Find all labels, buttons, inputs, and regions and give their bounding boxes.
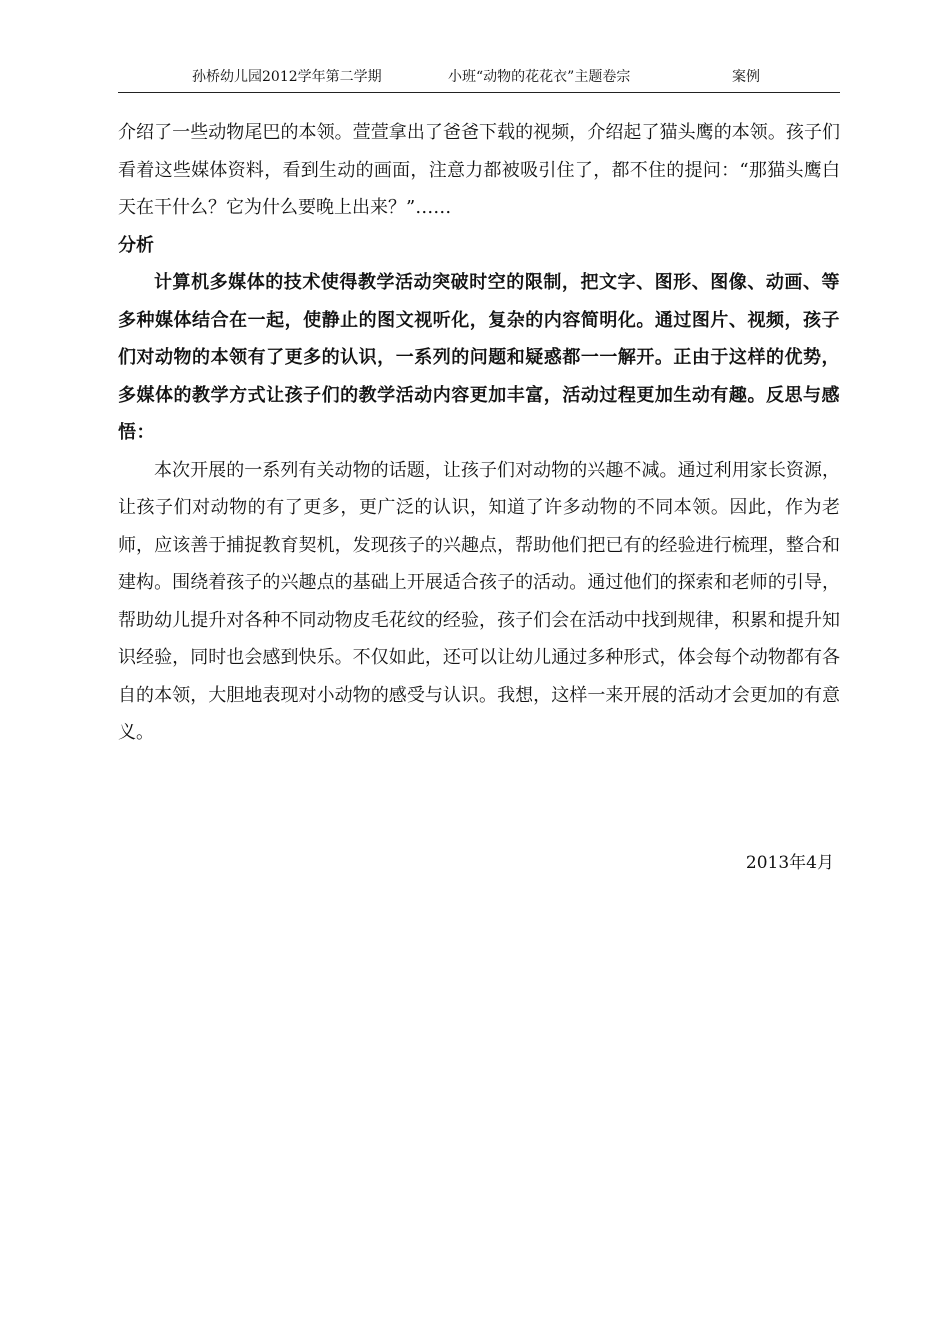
document-date: 2013年4月 bbox=[745, 853, 834, 873]
reflection-paragraph: 本次开展的一系列有关动物的话题，让孩子们对动物的兴趣不减。通过利用家长资源，让孩子们对动物的有了更多，更广泛的认识，知道了许多动物的不同本领。因此，作为老师，应该善于捕捉教育契机，发现孩子的兴趣点，帮助他们把已有的经验进行梳理，整合和建构。围绕着孩子的兴趣点的基础上开展适合孩子的活动。通过他们的探索和老师的引导，帮助幼儿提升对各种不同动物皮毛花纹的经验，孩子们会在活动中找到规律，积累和提升知识经验，同时也会感到快乐。不仅如此，还可以让幼儿通过多种形式，体会每个动物都有各自的本领，大胆地表现对小动物的感受与认识。我想，这样一来开展的活动才会更加的有意义。 bbox=[118, 459, 840, 743]
header-category: 案例 bbox=[732, 69, 760, 85]
header-theme-title: 小班“动物的花花衣”主题卷宗 bbox=[448, 69, 631, 85]
intro-paragraph: 介绍了一些动物尾巴的本领。萱萱拿出了爸爸下载的视频，介绍起了猫头鹰的本领。孩子们看着这些媒体资料，看到生动的画面，注意力都被吸引住了，都不住的提问：“那猫头鹰白天在干什么？它为什么要晚上出来？”…… bbox=[118, 122, 840, 218]
header-school-term: 孙桥幼儿园2012学年第二学期 bbox=[192, 69, 382, 85]
document-body bbox=[118, 114, 840, 752]
analysis-heading: 分析 bbox=[118, 234, 154, 256]
page-header bbox=[118, 64, 840, 93]
analysis-paragraph: 计算机多媒体的技术使得教学活动突破时空的限制，把文字、图形、图像、动画、等多种媒体结合在一起，使静止的图文视听化，复杂的内容简明化。通过图片、视频，孩子们对动物的本领有了更多的认识，一系列的问题和疑惑都一一解开。正由于这样的优势，多媒体的教学方式让孩子们的教学活动内容更加丰富，活动过程更加生动有趣。反思与感悟： bbox=[118, 272, 840, 443]
